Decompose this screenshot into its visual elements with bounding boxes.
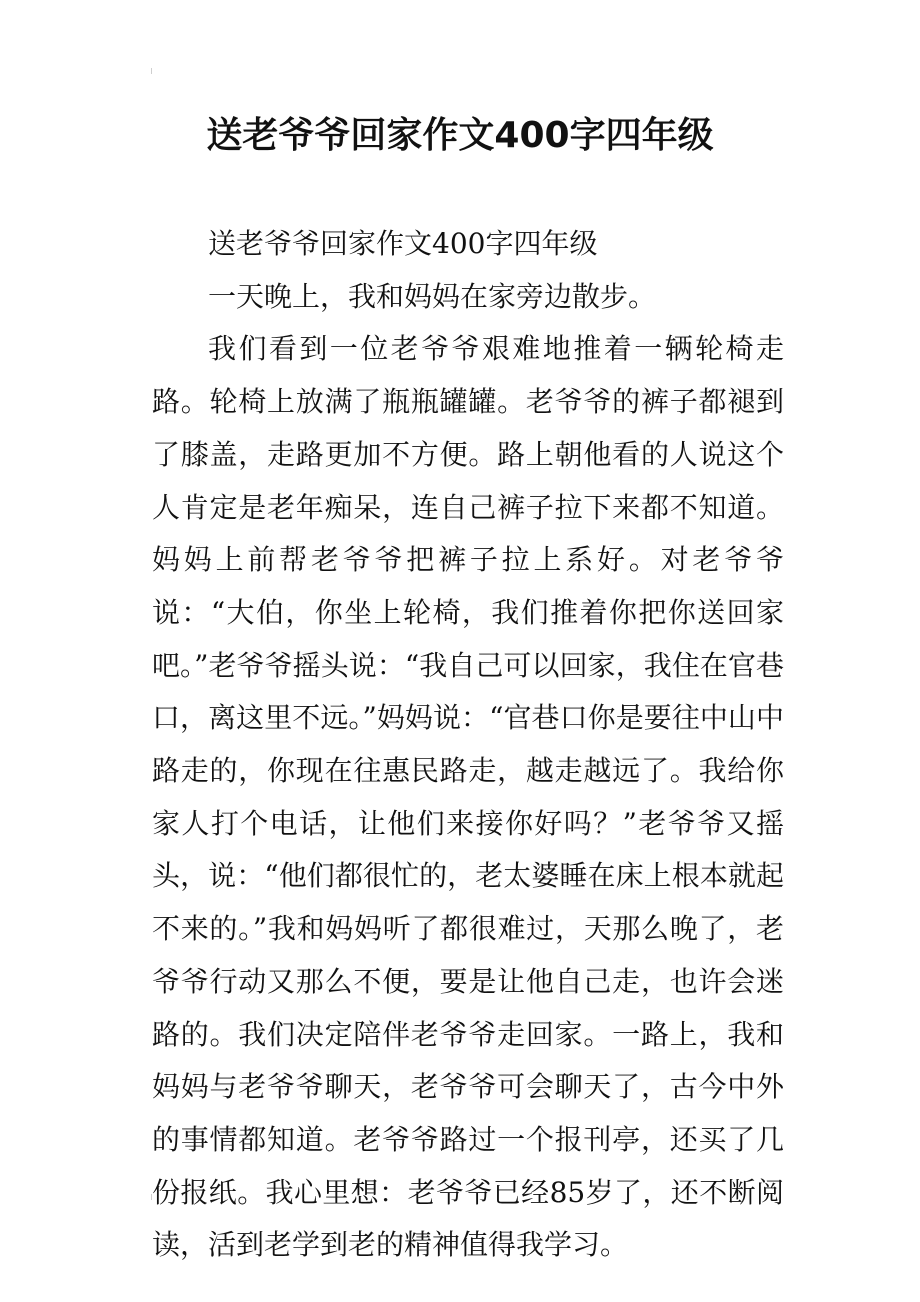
page-title: 送老爷爷回家作文400字四年级 [206,115,714,156]
paragraph-subtitle: 送老爷爷回家作文400字四年级 [208,227,598,260]
corner-mark [151,68,155,74]
paragraph-main: 我们看到一位老爷爷艰难地推着一辆轮椅走路。轮椅上放满了瓶瓶罐罐。老爷爷的裤子都褪到了膝盖，走路更加不方便。路上朝他看的人说这个人肯定是老年痴呆，连自己裤子拉下来都不知道。妈妈上前帮老爷爷把裤子拉上系好。对老爷爷说：“大伯，你坐上轮椅，我们推着你把你送回家吧。”老爷爷摇头说：“我自己可以回家，我住在官巷口，离这里不远。”妈妈说：“官巷口你是要往中山中路走的，你现在往惠民路走，越走越远了。我给你家人打个电话，让他们来接你好吗？”老爷爷又摇头，说：“他们都很忙的，老太婆睡在床上根本就起不来的。”我和妈妈听了都很难过，天那么晚了，老爷爷行动又那么不便，要是让他自己走，也许会迷路的。我们决定陪伴老爷爷走回家。一路上，我和妈妈与老爷爷聊天，老爷爷可会聊天了，古今中外的事情都知道。老爷爷路过一个报刊亭，还买了几份报纸。我心里想：老爷爷已经85岁了，还不断阅读，活到老学到老的精神值得我学习。 [152,332,784,1262]
paragraph-intro: 一天晚上，我和妈妈在家旁边散步。 [208,279,657,313]
article-body [152,218,784,1272]
